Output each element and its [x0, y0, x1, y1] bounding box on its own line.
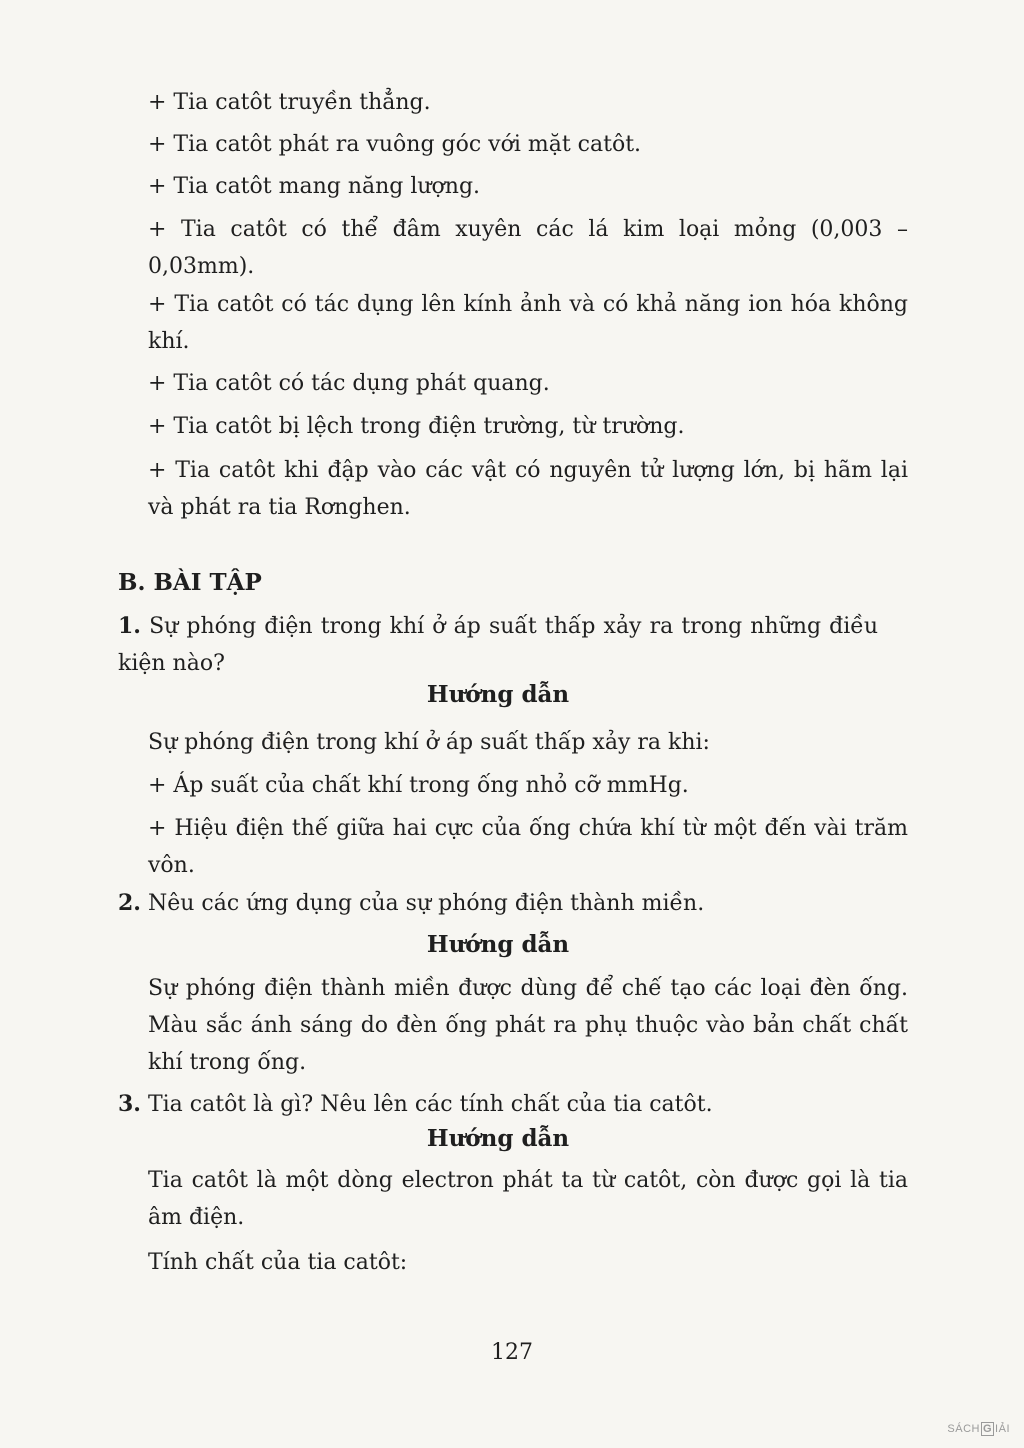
section-title: B. BÀI TẬP — [118, 569, 262, 596]
watermark-mark: G — [982, 1423, 993, 1435]
guide-heading: Hướng dẫn — [426, 1125, 570, 1152]
question-number: 3. — [118, 1091, 141, 1117]
answer-line: Sự phóng điện trong khí ở áp suất thấp xảy ra khi: — [148, 730, 710, 755]
list-item: + Tia catôt truyền thẳng. — [148, 90, 431, 115]
list-item: + Tia catôt có thể đâm xuyên các lá kim loại mỏng (0,003 – 0,03mm). — [148, 217, 908, 279]
question-2 — [118, 885, 878, 922]
list-item: + Tia catôt có tác dụng lên kính ảnh và có khả năng ion hóa không khí. — [148, 292, 908, 354]
answer-paragraph: Sự phóng điện thành miền được dùng để chế tạo các loại đèn ống. Màu sắc ánh sáng do đèn ống phát ra phụ thuộc vào bản chất chất khí trong ống. — [148, 976, 908, 1075]
watermark-text: SÁCH — [947, 1423, 980, 1435]
list-item: + Tia catôt phát ra vuông góc với mặt catôt. — [148, 132, 642, 157]
list-item: + Tia catôt có tác dụng phát quang. — [148, 371, 550, 396]
guide-heading: Hướng dẫn — [426, 931, 570, 958]
list-item: + Tia catôt mang năng lượng. — [148, 174, 481, 199]
answer-line: + Hiệu điện thế giữa hai cực của ống chứa khí từ một đến vài trăm vôn. — [148, 816, 908, 878]
list-item: + Tia catôt khi đập vào các vật có nguyên tử lượng lớn, bị hãm lại và phát ra tia Rơnghen. — [148, 458, 908, 520]
guide-heading: Hướng dẫn — [426, 681, 570, 708]
question-number: 2. — [118, 890, 141, 916]
question-1 — [118, 608, 878, 682]
watermark-logo — [947, 1422, 1010, 1436]
answer-line: + Áp suất của chất khí trong ống nhỏ cỡ mmHg. — [148, 773, 689, 798]
list-item: + Tia catôt bị lệch trong điện trường, từ trường. — [148, 414, 685, 439]
question-text: Tia catôt là gì? Nêu lên các tính chất của tia catôt. — [147, 1092, 713, 1117]
answer-line: Tính chất của tia catôt: — [148, 1250, 408, 1275]
question-text: Nêu các ứng dụng của sự phóng điện thành miền. — [147, 891, 705, 916]
page-number: 127 — [491, 1340, 533, 1365]
question-text: Sự phóng điện trong khí ở áp suất thấp xảy ra trong những điều kiện nào? — [118, 614, 878, 676]
question-number: 1. — [118, 613, 141, 639]
watermark-text: IẢI — [995, 1423, 1010, 1435]
question-3 — [118, 1086, 878, 1123]
answer-paragraph: Tia catôt là một dòng electron phát ta từ catôt, còn được gọi là tia âm điện. — [148, 1168, 908, 1230]
